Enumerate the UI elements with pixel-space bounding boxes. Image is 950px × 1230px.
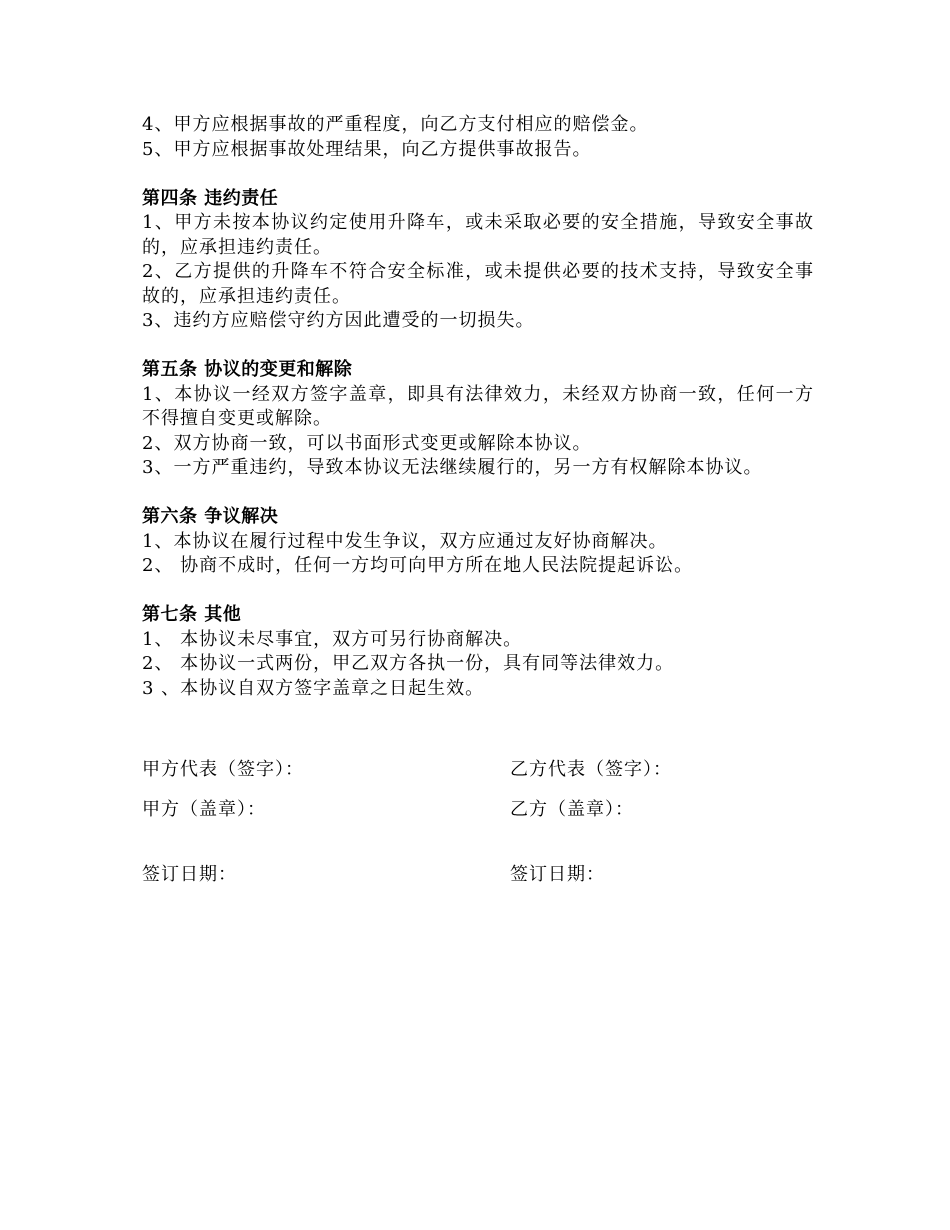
clause-item: 2、 本协议一式两份，甲乙双方各执一份，具有同等法律效力。 [142, 653, 675, 674]
section-breach-liability [142, 187, 814, 334]
clause-item: 4、甲方应根据事故的严重程度，向乙方支付相应的赔偿金。 [142, 114, 649, 135]
section-miscellaneous [142, 603, 814, 701]
party-b-seal-label: 乙方（盖章）： [510, 799, 634, 820]
section-heading: 第四条 违约责任 [142, 187, 279, 209]
section-amendment-termination [142, 358, 814, 481]
clause-item: 2、双方协商一致，可以书面形式变更或解除本协议。 [142, 432, 592, 454]
clause-item: 2、乙方提供的升降车不符合安全标准，或未提供必要的技术支持，导致安全事故的，应承担违约责任。 [142, 261, 814, 307]
clause-item: 1、甲方未按本协议约定使用升降车，或未采取必要的安全措施，导致安全事故的，应承担违约责任。 [142, 212, 814, 258]
clause-item: 1、本协议在履行过程中发生争议，双方应通过友好协商解决。 [142, 530, 668, 552]
section-heading: 第七条 其他 [142, 604, 242, 625]
party-a-rep-label: 甲方代表（签字）： [142, 759, 304, 780]
clause-item: 3、违约方应赔偿守约方因此遭受的一切损失。 [142, 310, 535, 331]
agreement-body [142, 113, 814, 701]
clause-item: 1、 本协议未尽事宜，双方可另行协商解决。 [142, 628, 523, 650]
party-b-rep-label: 乙方代表（签字）： [510, 759, 672, 780]
section-dispute-resolution [142, 505, 814, 579]
section-heading: 第六条 争议解决 [142, 506, 279, 527]
party-a-date-label: 签订日期： [142, 864, 237, 885]
party-b-date-label: 签订日期： [510, 864, 605, 885]
clause-item: 3 、本协议自双方签字盖章之日起生效。 [142, 677, 485, 699]
section-heading: 第五条 协议的变更和解除 [142, 359, 353, 380]
clause-item: 3、一方严重违约，导致本协议无法继续履行的，另一方有权解除本协议。 [142, 457, 763, 478]
clause-item: 2、 协商不成时，任何一方均可向甲方所在地人民法院提起诉讼。 [142, 555, 694, 576]
clause-item: 5、甲方应根据事故处理结果，向乙方提供事故报告。 [142, 138, 592, 160]
clause-item: 1、本协议一经双方签字盖章，即具有法律效力，未经双方协商一致，任何一方不得擅自变更或解除。 [142, 383, 814, 429]
party-a-seal-label: 甲方（盖章）： [142, 799, 266, 820]
